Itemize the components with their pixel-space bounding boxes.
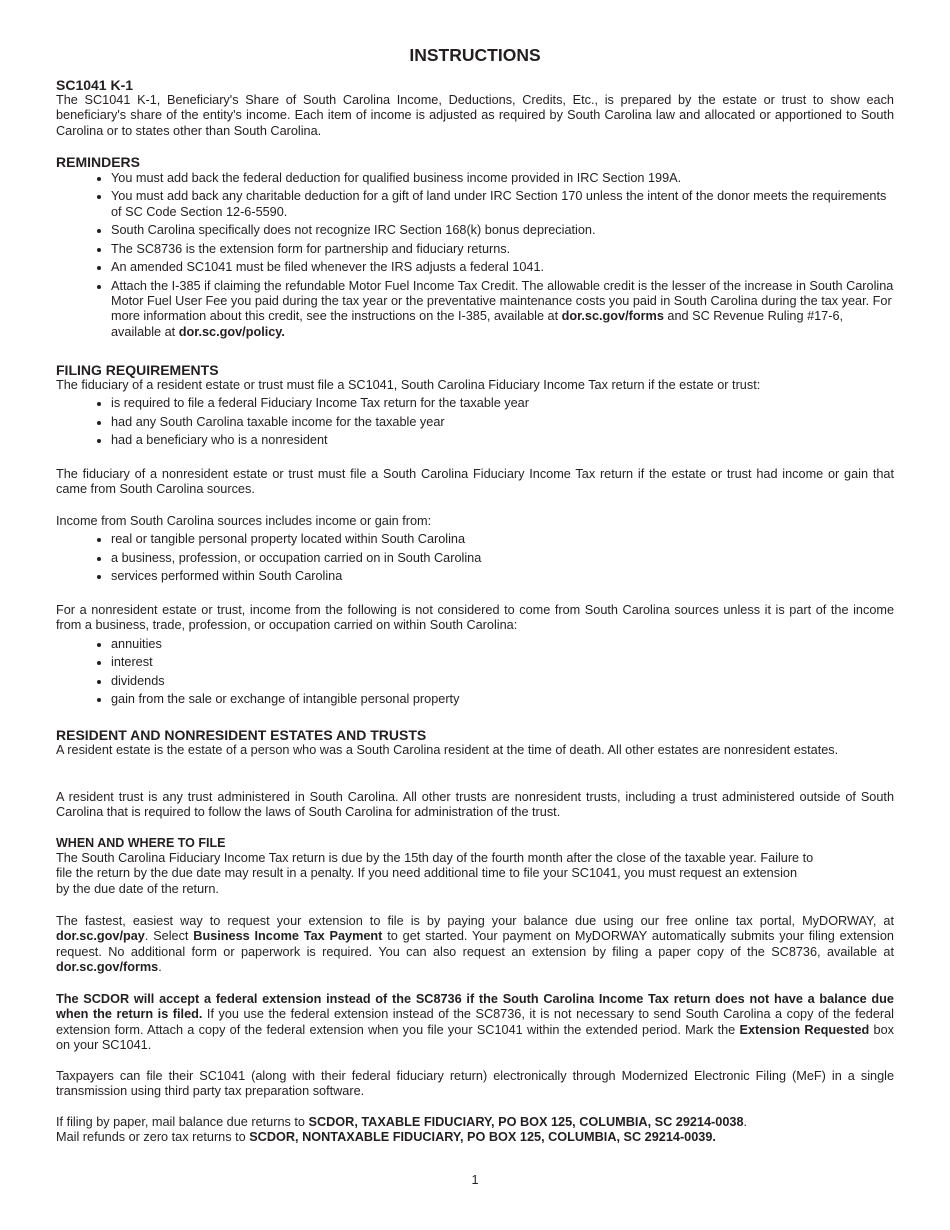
extension-requested-label: Extension Requested [739, 1022, 870, 1037]
motor-fuel-text: Attach the I-385 if claiming the refundable Motor Fuel Income Tax Credit. The allowable credit is the lesser of the increase in South Carolina Motor Fuel User Fee you paid during the tax year or the preventative maintenance costs you paid in South Carolina during the tax year. For more information about this credit, see the instructions on the I-385, available at [111, 278, 894, 324]
non-sc-list [56, 637, 894, 708]
federal-extension-end: box on your SC1041. [56, 1022, 894, 1052]
mail-balance-label: If filing by paper, mail balance due returns to [56, 1115, 309, 1129]
mail-period: . [743, 1115, 748, 1129]
sources-intro: Income from South Carolina sources includes income or gain from: [56, 514, 432, 528]
list-item: had any South Carolina taxable income for the taxable year [111, 415, 894, 430]
forms-link[interactable]: dor.sc.gov/forms [56, 959, 159, 974]
mef-text: Taxpayers can file their SC1041 (along with their federal fiduciary return) electronically through Modernized Electronic Filing (MeF) in a single transmission using third party tax preparation software. [56, 1069, 894, 1099]
resident-trust [56, 790, 894, 821]
mef-filing [56, 1069, 894, 1100]
when-heading: WHEN AND WHERE TO FILE [56, 836, 226, 850]
mailing-addresses [56, 1115, 894, 1146]
mail-refund-label: Mail refunds or zero tax returns to [56, 1130, 250, 1145]
due-line: file the return by the due date may result in a penalty. If you need additional time to file your SC1041, you must request an extension [56, 866, 798, 881]
list-item: a business, profession, or occupation carried on in South Carolina [111, 551, 894, 566]
resident-heading: RESIDENT AND NONRESIDENT ESTATES AND TRUSTS [56, 727, 427, 743]
list-item: services performed within South Carolina [111, 569, 894, 584]
fastest-text-c: to get started. Your payment on MyDORWAY automatically submits your filing extension request. No additional form or paperwork is required. You can also request an extension by filing a paper copy of the SC8736, available at [56, 929, 894, 959]
federal-extension-rest: If you use the federal extension instead of the SC8736, it is not necessary to send South Carolina a copy of the federal extension form. Attach a copy of the federal extension when you file your SC1041 within the extended period. Mark the [56, 1007, 895, 1037]
resident-estate-text: A resident estate is the estate of a person who was a South Carolina resident at the time of death. All other estates are nonresident estates. [56, 743, 839, 757]
reminders-list [56, 171, 894, 340]
sources-list [56, 532, 894, 584]
list-item: You must add back the federal deduction for qualified business income provided in IRC Section 199A. [111, 171, 894, 186]
list-item: South Carolina specifically does not recognize IRC Section 168(k) bonus depreciation. [111, 223, 894, 238]
policy-link[interactable]: dor.sc.gov/policy. [178, 324, 285, 339]
fastest-text [56, 914, 894, 975]
pay-link[interactable]: dor.sc.gov/pay [56, 929, 145, 944]
list-item: interest [111, 655, 894, 670]
federal-extension [56, 992, 894, 1053]
due-line: The South Carolina Fiduciary Income Tax return is due by the 15th day of the fourth month after the close of the taxable year. Failure to [56, 851, 814, 865]
motor-fuel-mid: and SC Revenue Ruling #17-6, available at [111, 309, 844, 339]
list-item: You must add back any charitable deduction for a gift of land under IRC Section 170 unless the intent of the donor meets the requirements of SC Code Section 12-6-5590. [111, 189, 894, 220]
reminders-section [56, 154, 894, 343]
reminders-heading: REMINDERS [56, 154, 141, 170]
filing-heading: FILING REQUIREMENTS [56, 362, 219, 378]
resident-trust-text: A resident trust is any trust administered in South Carolina. All other trusts are nonresident trusts, including a trust administered outside of South Carolina that is required to follow the laws of South Carolina for administration of the trust. [56, 790, 894, 820]
non-sc-sources [56, 603, 894, 711]
filing-intro: The fiduciary of a resident estate or trust must file a SC1041, South Carolina Fiduciary Income Tax return if the estate or trust: [56, 378, 761, 392]
nonresident-filing [56, 467, 894, 498]
when-section [56, 836, 894, 897]
mail-balance-due [56, 1115, 894, 1130]
list-item: is required to file a federal Fiduciary Income Tax return for the taxable year [111, 396, 894, 411]
list-item: An amended SC1041 must be filed whenever the IRS adjusts a federal 1041. [111, 260, 894, 275]
k1-heading: SC1041 K-1 [56, 77, 134, 93]
federal-extension-bold: The SCDOR will accept a federal extension instead of the SC8736 if the South Carolina Income Tax return does not have a balance due when the return is filed. [56, 992, 894, 1022]
page-number: 1 [471, 1173, 479, 1187]
non-sc-intro: For a nonresident estate or trust, income from the following is not considered to come from South Carolina sources unless it is part of the income from a business, trade, profession, or occupation carried on within South Carolina: [56, 603, 894, 633]
fastest-text-d: . [158, 959, 162, 974]
forms-link[interactable]: dor.sc.gov/forms [561, 309, 664, 324]
filing-list [56, 396, 894, 448]
k1-section [56, 77, 894, 139]
fastest-text-a: The fastest, easiest way to request your extension to file is by paying your balance due using our free online tax portal, MyDORWAY, at [56, 914, 894, 928]
page-title: INSTRUCTIONS [409, 45, 541, 65]
list-item: The SC8736 is the extension form for partnership and fiduciary returns. [111, 242, 894, 257]
list-item: gain from the sale or exchange of intangible personal property [111, 692, 894, 707]
federal-extension-text [56, 992, 894, 1053]
due-line: by the due date of the return. [56, 881, 219, 896]
k1-text: The SC1041 K-1, Beneficiary's Share of South Carolina Income, Deductions, Credits, Etc., is prepared by the estate or trust to show each beneficiary's share of the entity's income. Each item of income is adjusted as required by South Carolina law and allocated or apportioned to South Carolina or to states other than South Carolina. [56, 93, 894, 138]
list-item: annuities [111, 637, 894, 652]
list-item: dividends [111, 674, 894, 689]
list-item: had a beneficiary who is a nonresident [111, 433, 894, 448]
resident-section [56, 727, 894, 758]
business-income-tax-payment: Business Income Tax Payment [193, 929, 383, 944]
fastest-text-b: . Select [144, 929, 194, 944]
mail-refunds [56, 1130, 894, 1145]
nonresident-filing-text: The fiduciary of a nonresident estate or trust must file a South Carolina Fiduciary Income Tax return if the estate or trust had income or gain that came from South Carolina sources. [56, 467, 894, 497]
list-item [111, 279, 894, 340]
nontaxable-address: SCDOR, NONTAXABLE FIDUCIARY, PO BOX 125, COLUMBIA, SC 29214-0039. [249, 1130, 716, 1145]
sc-sources [56, 514, 894, 588]
fastest-extension [56, 914, 894, 975]
list-item: real or tangible personal property located within South Carolina [111, 532, 894, 547]
taxable-address: SCDOR, TAXABLE FIDUCIARY, PO BOX 125, COLUMBIA, SC 29214-0038 [308, 1115, 744, 1129]
filing-section [56, 362, 894, 452]
